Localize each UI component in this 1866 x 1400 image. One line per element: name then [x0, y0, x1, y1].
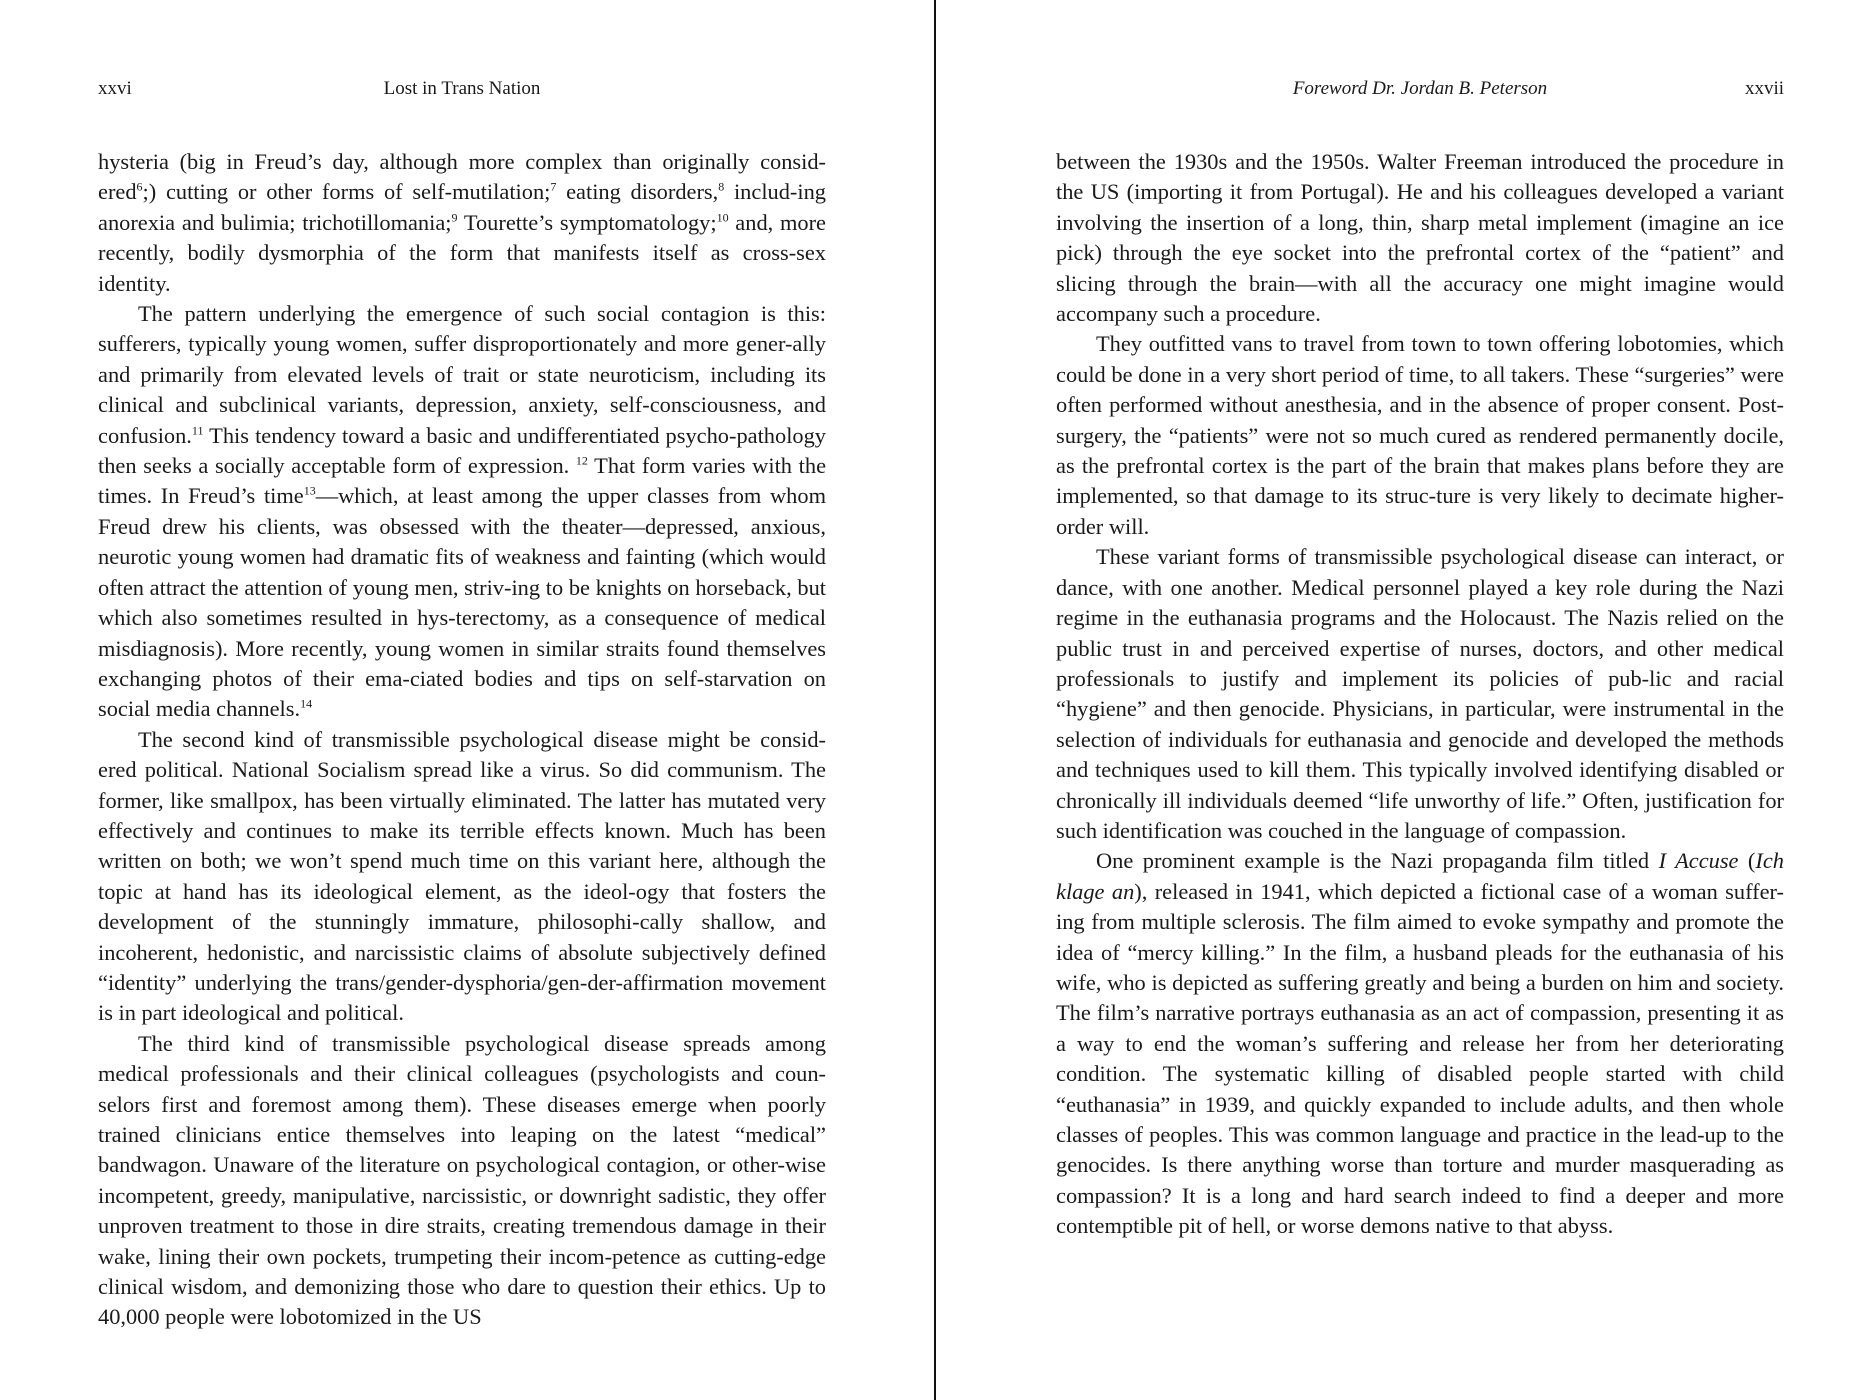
page-gutter-divider: [934, 0, 936, 1400]
right-running-head: Foreword Dr. Jordan B. Peterson: [1292, 78, 1548, 99]
left-page-header: [98, 78, 826, 106]
text-run: That form varies with the times. In Freud’s time: [98, 453, 827, 509]
text-run: Tourette’s symptomatology;: [457, 209, 717, 235]
text-run: The second kind of transmissible psychological disease might be consid-ered political. National Socialism spread like a virus. So did communism. The former, like smallpox, has been virtually eliminated. The latter has mutated very effectively and continues to make its terrible effects known. Much has been written on both; we won’t spend much time on this variant here, although the topic at hand has its ideological element, as the ideol-ogy that fosters the development of the stunningly immature, philosophi-cally shallow, and incoherent, hedonistic, and narcissistic claims of absolute subjectively defined “identity” underlying the trans/gender-dysphoria/gen-der-affirmation movement is in part ideological and political.: [98, 726, 826, 1026]
footnote-marker: 13: [303, 484, 316, 498]
text-run: They outfitted vans to travel from town to town offering lobotomies, which could be done in a very short period of time, to all takers. These “surgeries” were often performed without anesthesia, and in the absence of proper consent. Post-surgery, the “patients” were not so much cured as rendered permanently docile, as the prefrontal cortex is the part of the brain that makes plans before they are implemented, so that damage to its struc-ture is very likely to decimate higher-order will.: [1056, 331, 1784, 539]
text-run: The pattern underlying the emergence of such social contagion is this: sufferers, typically young women, suffer disproportionately and more gener-ally and primarily from elevated levels of trait or state neuroticism, including its clinical and subclinical variants, depression, anxiety, self-consciousness, and confusion.: [98, 301, 826, 448]
text-run: includ-ing anorexia and bulimia; trichotillomania;: [98, 179, 826, 235]
text-run: These variant forms of transmissible psychological disease can interact, or dance, with one another. Medical personnel played a key role during the Nazi regime in the euthanasia programs and the Holocaust. The Nazis relied on the public trust in and perceived expertise of nurses, doctors, and other medical professionals to justify and implement its policies of pub-lic and racial “hygiene” and then genocide. Physicians, in particular, were instrumental in the selection of individuals for euthanasia and genocide and developed the methods and techniques used to kill them. This typically involved identifying disabled or chronically ill individuals deemed “life unworthy of life.” Often, justification for such identification was couched in the language of compassion.: [1056, 544, 1784, 843]
footnote-marker: 8: [718, 179, 725, 194]
paragraph: [1056, 147, 1784, 329]
text-run: hysteria (big in Freud’s day, although more complex than originally consid-ered: [98, 149, 826, 205]
text-run: One prominent example is the Nazi propaganda film titled: [1096, 848, 1659, 874]
footnote-marker: 10: [716, 210, 729, 225]
footnote-marker: 9: [451, 210, 458, 225]
footnote-marker: 6: [136, 179, 143, 194]
paragraph: [98, 725, 826, 1029]
text-run: —which, at least among the upper classes from whom Freud drew his clients, was obsessed with the theater—depressed, anxious, neurotic young women had dramatic fits of weakness and fainting (which would often attract the attention of young men, striv-ing to be knights on horseback, but which also sometimes resulted in hys-terectomy, as a consequence of medical misdiagnosis). More recently, young women in similar straits found themselves exchanging photos of their ema-ciated bodies and tips on self-starvation on social media channels.: [98, 483, 826, 722]
text-run: and, more recently, bodily dysmorphia of the form that manifests itself as cross-sex identity.: [98, 209, 826, 296]
paragraph: [1056, 329, 1784, 542]
right-page: [1056, 0, 1784, 1400]
left-running-head: Lost in Trans Nation: [383, 78, 541, 99]
footnote-marker: 7: [550, 179, 557, 194]
italic-title: I Accuse: [1658, 848, 1739, 874]
footnote-marker: 11: [191, 423, 204, 438]
paragraph: [98, 147, 826, 299]
text-run: ;) cutting or other forms of self-mutilation;: [142, 179, 551, 205]
footnote-marker: 12: [575, 453, 588, 468]
left-page-number: xxvi: [98, 78, 132, 99]
text-run: eating disorders,: [556, 179, 719, 205]
right-page-body: [1056, 147, 1784, 1242]
footnote-marker: 14: [300, 696, 313, 711]
paragraph: [1056, 542, 1784, 846]
text-run: The third kind of transmissible psychological disease spreads among medical professionals and their clinical colleagues (psychologists and coun-selors first and foremost among them). These diseases emerge when poorly trained clinicians entice themselves into leaping on the latest “medical” bandwagon. Unaware of the literature on psychological contagion, or other-wise incompetent, greedy, manipulative, narcissistic, or downright sadistic, they offer unproven treatment to those in dire straits, creating tremendous damage in their wake, lining their own pockets, trumpeting their incom-petence as cutting-edge clinical wisdom, and demonizing those who dare to question their ethics. Up to 40,000 people were lobotomized in the US: [98, 1030, 826, 1330]
text-run: between the 1930s and the 1950s. Walter Freeman introduced the procedure in the US (importing it from Portugal). He and his colleagues developed a variant involving the insertion of a long, thin, sharp metal implement (imagine an ice pick) through the eye socket into the prefrontal cortex of the “patient” and slicing through the brain—with all the accuracy one might imagine would accompany such a procedure.: [1056, 149, 1784, 327]
left-page-body: [98, 147, 826, 1333]
left-page: [98, 0, 826, 1400]
right-page-header: [1056, 78, 1784, 106]
text-run: (: [1738, 848, 1756, 874]
paragraph: [98, 1029, 826, 1333]
right-page-number: xxvii: [1744, 78, 1784, 99]
text-run: ), released in 1941, which depicted a fictional case of a woman suffer-ing from multiple sclerosis. The film aimed to evoke sympathy and promote the idea of “mercy killing.” In the film, a husband pleads for the euthanasia of his wife, who is depicted as suffering greatly and being a burden on him and society. The film’s narrative portrays euthanasia as an act of compassion, presenting it as a way to end the woman’s suffering and release her from her deteriorating condition. The systematic killing of disabled people started with child “euthanasia” in 1939, and quickly expanded to include adults, and then whole classes of peoples. This was common language and practice in the lead-up to the genocides. Is there anything worse than torture and murder masquerading as compassion? It is a long and hard search indeed to find a deeper and more contemptible pit of hell, or worse demons native to that abyss.: [1056, 878, 1784, 1239]
text-run: This tendency toward a basic and undifferentiated psycho-pathology then seeks a socially acceptable form of expression.: [98, 422, 826, 479]
italic-title: Ich klage an: [1056, 848, 1784, 904]
paragraph: [1056, 846, 1784, 1241]
paragraph: [98, 299, 826, 725]
